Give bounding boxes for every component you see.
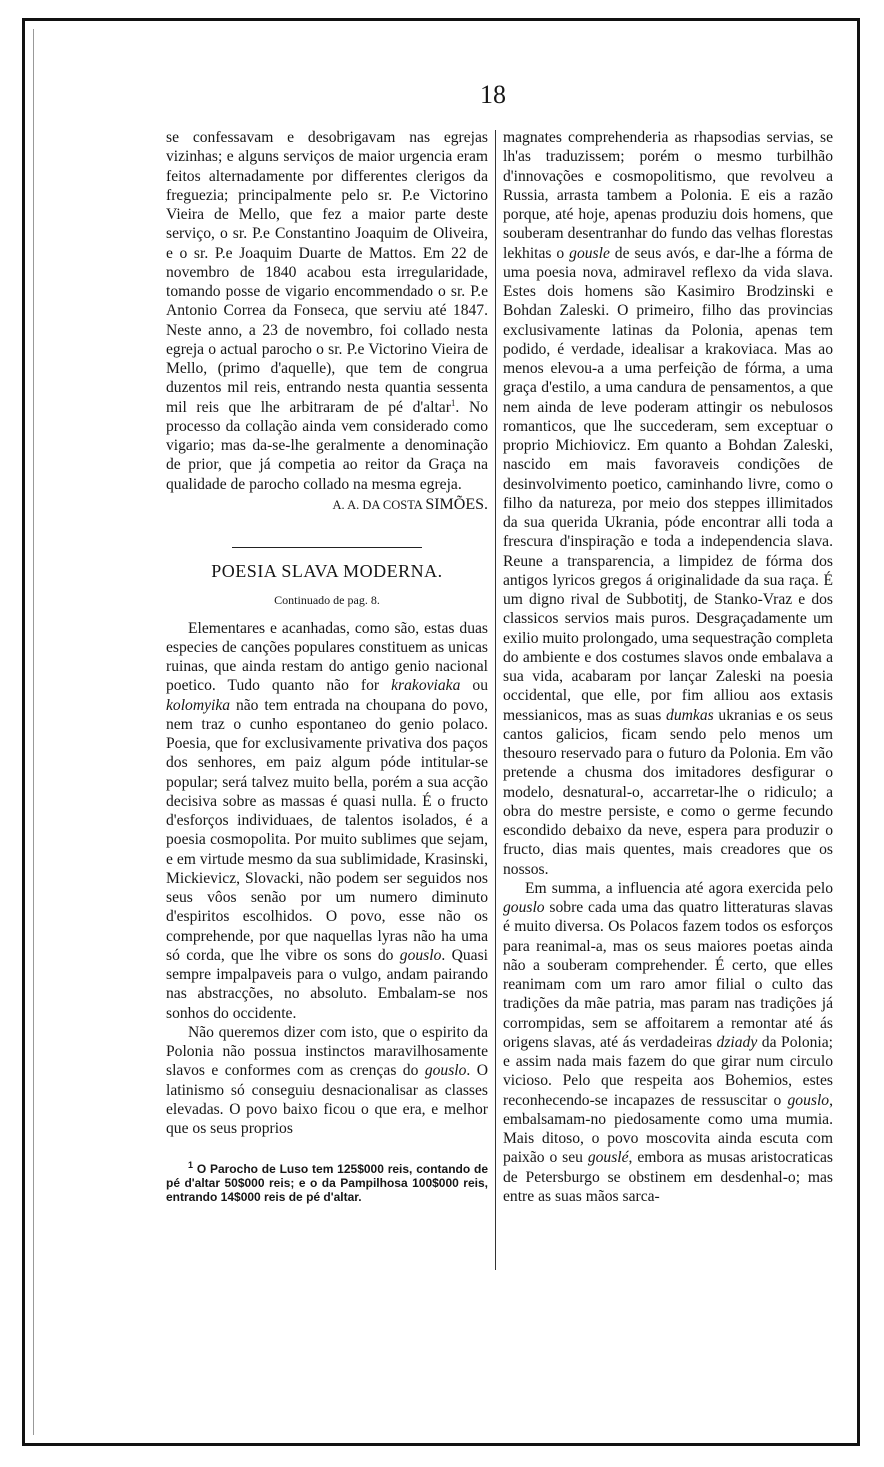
text: sobre cada uma das quatro litteraturas slavas é muito diversa. Os Polacos fazem todos os esforços para reanimal-a, mas os seus maiores poetas ainda não a souberam comprehender. É certo, que elles reanimam com um raro amor filial o culto das tradições da mãe patria, mas param nas tradições já corrompidas, sem se affoitarem a remontar até ás origens slavas, até ás verdadeiras bbox=[503, 899, 833, 1051]
italic-term: gouslo bbox=[787, 1091, 830, 1109]
footnote bbox=[166, 1162, 488, 1204]
italic-term: gouslé bbox=[587, 1149, 629, 1167]
italic-term: dumkas bbox=[666, 706, 714, 724]
text: se confessavam e desobrigavam nas egrejas vizinhas; e alguns serviços de maior urgencia eram feitos alternadamente por differentes clerigos da freguezia; principalmente pelo sr. P.e Victorino Vieira de Mello, que fez a maior parte deste serviço, o sr. P.e Constantino Joaquim de Oliveira, e o sr. P.e Joaquim Duarte de Mattos. Em 22 de novembro de 1840 acabou esta irregularidade, tomando posse de vigario encommendado o sr. P.e Antonio Correa da Fonseca, que serviu até 1847. Neste anno, a 23 de novembro, foi collado nesta egreja o actual parocho o sr. P.e Victorino Vieira de Mello, (primo d'aquelle), que tem de congrua duzentos mil reis, entrando nesta quantia sessenta mil reis que lhe arbitraram de pé d'altar bbox=[166, 129, 488, 416]
section-divider bbox=[232, 547, 422, 548]
text: . No processo da collação ainda vem considerado como vigario; mas da-se-lhe geralmente a denominação de prior, que já competia ao reitor da Graça na qualidade de parocho collado na mesma egreja. bbox=[166, 398, 489, 493]
left-paragraph-1 bbox=[166, 128, 488, 494]
text: . O latinismo só conseguiu desnacionalisar as classes elevadas. O povo baixo ficou o que era, e melhor que os seus proprios bbox=[166, 1062, 488, 1137]
left-paragraph-3 bbox=[166, 1023, 488, 1139]
italic-term: gouslo bbox=[399, 946, 442, 964]
footnote-ref: 1 bbox=[450, 397, 456, 408]
italic-term: gousle bbox=[569, 244, 610, 262]
page-number: 18 bbox=[480, 80, 506, 109]
text: . Quasi sempre impalpaveis para o vulgo, andam pairando nas abstracções, no absoluto. Embalam-se nos sonhos do occidente. bbox=[166, 946, 488, 1022]
text: Elementares e acanhadas, como são, estas duas especies de canções populares constituem as unicas ruinas, que ainda restam do antigo genio nacional poetico. Tudo quanto não for bbox=[166, 619, 488, 695]
text: ukranias e os seus cantos galicios, ficam sendo pelo menos um thesouro reservado para o futuro da Polonia. Em vão pretende a chusma dos imitadores desfigurar o modelo, desnatural-o, accarretar-lhe o ridiculo; a obra do mestre persiste, e como o germe fecundo escondido debaixo da neve, espera para produzir o fructo, dias mais quentes, mais creadores que os nossos. bbox=[503, 706, 833, 878]
column-divider bbox=[495, 130, 496, 1270]
text: não tem entrada na choupana do povo, nem traz o cunho espontaneo do genio polaco. Poesia, que for exclusivamente privativa dos paços dos senhores, em paiz algum póde intitular-se popular; será talvez muito bella, porém a sua acção decisiva sobre as massas é quasi nulla. É o fructo d'esforços individuaes, de talentos isolados, é a poesia cosmopolita. Por muito sublimes que sejam, e em virtude mesmo da sua sublimidade, Krasinski, Mickievicz, Slovacki, não podem ser seguidos nos seus vôos senão por um numero diminuto d'espiritos escolhidos. O povo, esse não os comprehende, por que naquellas lyras não ha uma só corda, que lhe vibre os sons do bbox=[166, 696, 488, 964]
italic-term: gouslo bbox=[424, 1062, 467, 1080]
text: magnates comprehenderia as rhapsodias servias, se lh'as traduzissem; porém o mesmo turbilhão d'innovações e cosmopolitismo, que revolveu a Russia, arrasta tambem a Polonia. E eis a razão porque, até hoje, apenas produziu dois homens, que souberam desentranhar do fundo das velhas florestas lekhitas o bbox=[503, 129, 833, 262]
text: , embalsamam-no piedosamente como uma mumia. Mais ditoso, o povo moscovita ainda escuta com paixão o seu bbox=[503, 1091, 833, 1167]
section-title: POESIA SLAVA MODERNA. bbox=[211, 561, 443, 581]
italic-term: dziady bbox=[716, 1033, 758, 1051]
italic-term: kolomyika bbox=[166, 696, 231, 714]
italic-term: krakoviaka bbox=[391, 677, 461, 695]
signature-initials: A. A. DA COSTA bbox=[332, 497, 423, 512]
text: Em summa, a influencia até agora exercida pelo bbox=[525, 879, 833, 897]
right-paragraph-1 bbox=[503, 128, 833, 879]
right-column bbox=[503, 128, 833, 1206]
footnote-text: O Parocho de Luso tem 125$000 reis, contando de pé d'altar 50$000 reis; e o da Pampilhosa 100$000 reis, entrando 14$000 reis de pé d'altar. bbox=[166, 1162, 488, 1205]
left-column bbox=[166, 128, 488, 1204]
text: da Polonia; e assim nada mais fazem do que girar num circulo vicioso. Pelo que respeita aos Bohemios, estes reconhecendo-se incapazes de ressuscitar o bbox=[503, 1033, 834, 1109]
right-paragraph-2 bbox=[503, 879, 833, 1206]
italic-term: gouslo bbox=[503, 899, 545, 916]
text: Não queremos dizer com isto, que o espirito da Polonia não possua instinctos maravilhosamente slavos e conformes com as crenças do bbox=[166, 1023, 488, 1080]
signature-name: SIMÕES. bbox=[425, 495, 488, 513]
continued-note: Continuado de pag. 8. bbox=[274, 593, 380, 608]
left-paragraph-2 bbox=[166, 619, 488, 1023]
footnote-number: 1 bbox=[188, 1160, 194, 1171]
text: ou bbox=[460, 677, 488, 695]
text: de seus avós, e dar-lhe a fórma de uma poesia nova, admiravel reflexo da vida slava. Estes dois homens são Kasimiro Brodzinski e Bohdan Zaleski. O primeiro, filho das provincias exclusivamente latinas da Polonia, apenas tem podido, é verdade, idealisar a krakoviaca. Mas ao menos elevou-a a uma perfeição de fórma, a uma graça d'estilo, a uma candura de pensamentos, a que nem ainda de leve poderam attingir os nebulosos romanticos, que lhe succederam, sem exceptuar o proprio Michiovicz. Em quanto a Bohdan Zaleski, nascido em mais favoraveis condições de desinvolvimento poetico, caminhando livre, como o filho da natureza, por meio dos steppes illimitados da sua querida Ukrania, póde encontrar alli toda a frescura d'inspiração e toda a independencia slava. Reune a transparencia, a limpidez de fórma dos antigos lyricos gregos á originalidade da sua raça. É um digno rival de Subbotitj, de Stanko-Vraz e dos classicos servios mais puros. Desgraçadamente um exilio muito prolongado, uma sequestração completa do ambiente e dos costumes slavos onde embalava a sua vida, acabaram por lançar Zaleski na poesia occidental, que elle, por fim alliou aos extasis messianicos, mas as suas bbox=[503, 244, 833, 724]
author-signature bbox=[166, 495, 488, 515]
text: , embora as musas aristocraticas de Petersburgo se obstinem em desdenhal-o; mas entre as suas mãos sarca- bbox=[503, 1149, 833, 1205]
